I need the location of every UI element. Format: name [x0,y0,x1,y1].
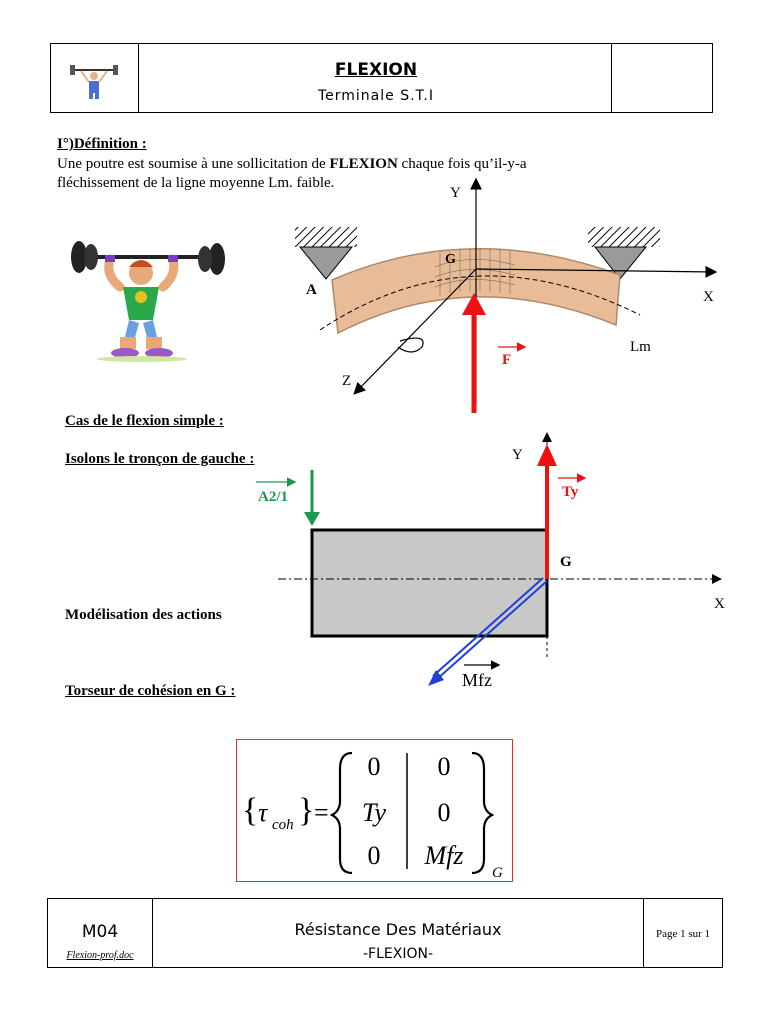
beam-section-rect [312,530,547,636]
weightlifter-logo-icon [51,44,137,112]
section-cut-diagram [250,428,740,690]
fig2-label-x: X [714,596,725,612]
cell-r3c1: 0 [367,841,381,870]
matrix-open-brace [332,753,352,873]
header-empty-cell [611,44,712,112]
footer-subtitle: -FLEXION- [362,946,433,962]
definition-line2: fléchissement de la ligne moyenne Lm. faible. [57,175,335,191]
definition-bold-word: FLEXION [329,156,398,172]
right-support-hatch [588,227,660,247]
bending-beam-diagram [290,175,730,420]
footer-code: M04 [81,922,119,942]
fig1-label-a: A [306,282,317,298]
section-flexion-simple: Cas de le flexion simple : [65,413,224,429]
fig1-label-y: Y [450,185,461,201]
matrix-close-brace [472,753,492,873]
fig2-label-g: G [560,554,572,570]
footer-page-number: Page 1 sur 1 [655,928,711,940]
fig2-label-a21: A2/1 [258,489,288,505]
left-support-hatch [295,227,357,247]
header-logo-cell [51,44,139,112]
definition-text-before: Une poutre est soumise à une sollicitation de [57,156,330,172]
cell-r1c1: 0 [367,752,381,781]
section-torseur: Torseur de cohésion en G : [65,683,236,699]
page-title: FLEXION [334,60,418,80]
cell-r2c2: 0 [437,798,451,827]
ty-force-arrowhead [537,444,557,466]
fig1-label-f: F [502,352,512,368]
weightlifter-illustration-icon [65,225,230,365]
cell-r2c1: Ty [361,798,387,827]
cohesion-torsor-formula [236,739,513,882]
cell-r3c2: Mfz [424,841,464,870]
matrix-sub-g: G [492,865,503,881]
lhs-sub-coh: coh [272,817,294,833]
mfz-arrowhead [428,670,444,686]
page-subtitle: Terminale S.T.I [317,88,435,104]
lhs-tau: τ [258,798,268,827]
fig1-label-lm: Lm [630,339,651,355]
definition-line1 [57,155,527,173]
a21-force-arrowhead [304,512,320,526]
section-modelisation: Modélisation des actions [65,607,222,623]
fig2-label-ty: Ty [562,484,579,500]
definition-heading: I°)Définition : [57,136,147,152]
fig2-label-mfz: Mfz [462,670,492,690]
footer-filename: Flexion-prof.doc [66,950,134,961]
footer-title: Résistance Des Matériaux [294,920,502,939]
lhs-close-brace: } [298,792,315,829]
equals-sign: = [314,798,329,827]
fig1-label-x: X [703,289,714,305]
fig1-label-g: G [445,252,456,267]
cell-r1c2: 0 [437,752,451,781]
section-isolons: Isolons le tronçon de gauche : [65,451,255,467]
lhs-open-brace: { [242,792,259,829]
fig2-label-y: Y [512,447,523,463]
fig1-label-z: Z [342,373,352,389]
definition-text-after: chaque fois qu’il-y-a [397,156,527,172]
